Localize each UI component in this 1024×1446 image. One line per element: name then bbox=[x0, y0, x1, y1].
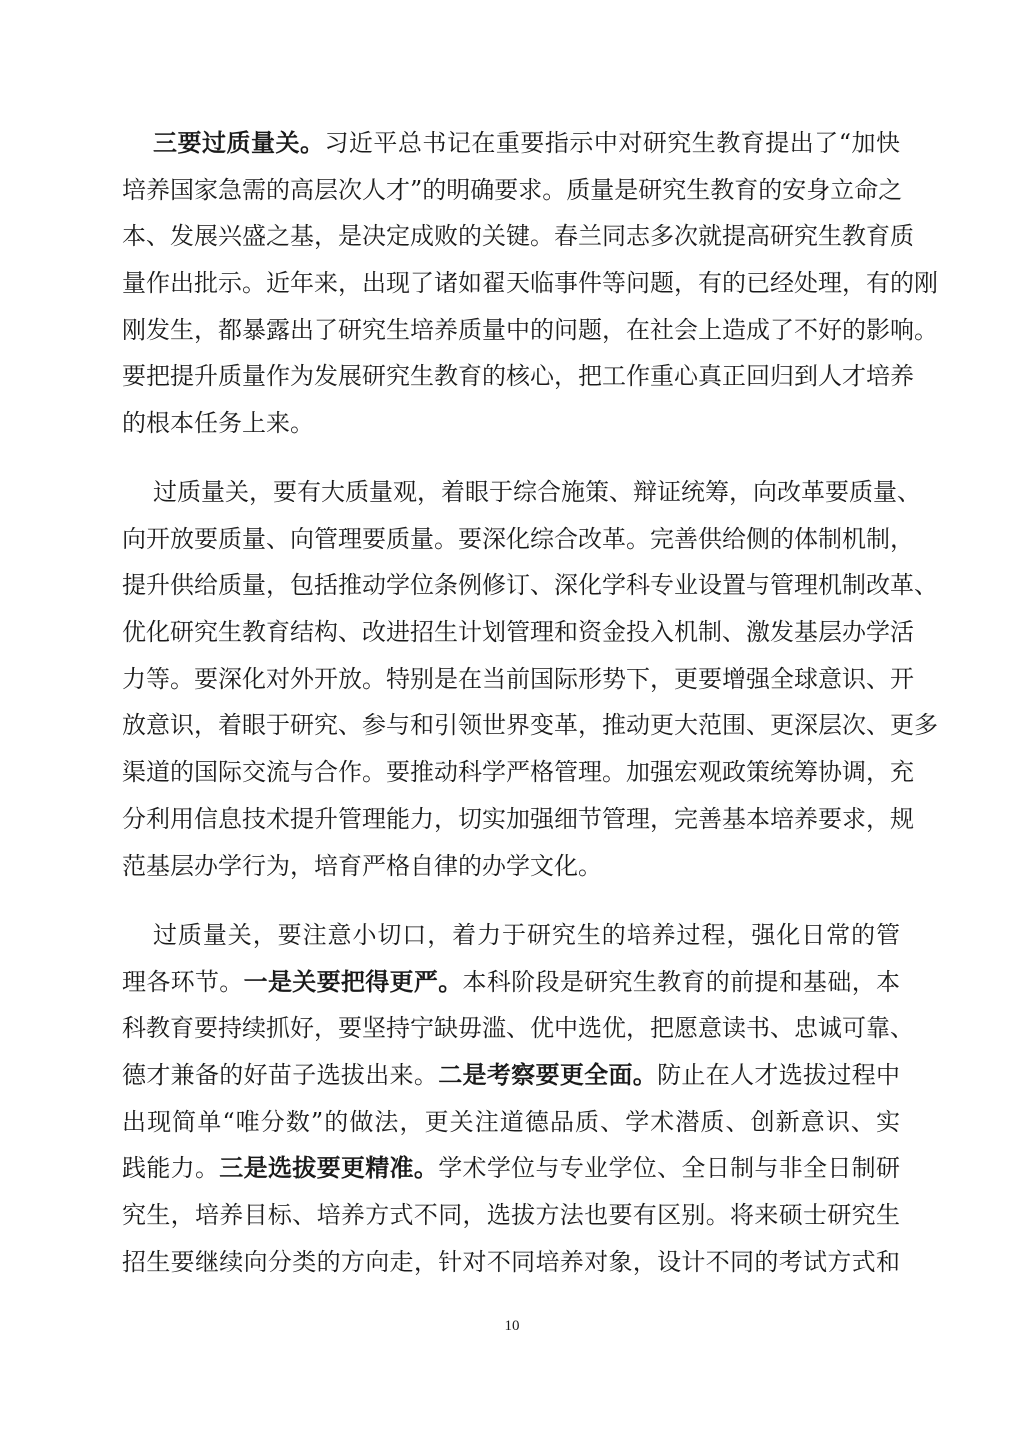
text-line bbox=[122, 609, 914, 656]
text-run: 出现简单“唯分数”的做法，更关注道德品质、学术潜质、创新意识、实 bbox=[122, 1107, 900, 1136]
text-line bbox=[122, 260, 938, 307]
text-run: 德才兼备的好苗子选拔出来。 bbox=[122, 1061, 439, 1090]
text-run: 要把提升质量作为发展研究生教育的核心，把工作重心真正回归到人才培养 bbox=[122, 362, 914, 391]
text-line bbox=[122, 307, 938, 354]
text-line bbox=[122, 400, 900, 447]
text-line bbox=[122, 1192, 900, 1239]
text-line bbox=[122, 796, 914, 843]
text-run: 渠道的国际交流与合作。要推动科学严格管理。加强宏观政策统筹协调，充 bbox=[122, 758, 914, 787]
text-line bbox=[122, 213, 914, 260]
text-run: 究生，培养目标、培养方式不同，选拔方法也要有区别。将来硕士研究生 bbox=[122, 1201, 900, 1230]
text-line bbox=[122, 353, 914, 400]
text-line bbox=[122, 120, 900, 167]
bold-heading-run: 三要过质量关。 bbox=[153, 128, 325, 157]
text-line bbox=[122, 749, 914, 796]
text-run: 刚发生，都暴露出了研究生培养质量中的问题，在社会上造成了不好的影响。 bbox=[122, 315, 938, 344]
text-line bbox=[122, 167, 903, 214]
text-line bbox=[122, 959, 900, 1006]
text-run: 量作出批示。近年来，出现了诸如翟天临事件等问题，有的已经处理，有的刚 bbox=[122, 269, 938, 298]
text-line bbox=[122, 843, 900, 890]
text-line bbox=[122, 656, 914, 703]
text-run: 力等。要深化对外开放。特别是在当前国际形势下，更要增强全球意识、开 bbox=[122, 664, 914, 693]
text-run: 范基层办学行为，培育严格自律的办学文化。 bbox=[122, 851, 602, 880]
text-run: 过质量关，要有大质量观，着眼于综合施策、辩证统筹，向改革要质量、 bbox=[153, 478, 921, 506]
text-line bbox=[122, 562, 938, 609]
text-run: 学术学位与专业学位、全日制与非全日制研 bbox=[438, 1154, 901, 1183]
text-run: 理各环节。 bbox=[122, 967, 244, 996]
text-run: 放意识，着眼于研究、参与和引领世界变革，推动更大范围、更深层次、更多 bbox=[122, 711, 938, 740]
text-line bbox=[122, 1052, 900, 1099]
text-run: 优化研究生教育结构、改进招生计划管理和资金投入机制、激发基层办学活 bbox=[122, 618, 914, 647]
text-run: 过质量关，要注意小切口，着力于研究生的培养过程，强化日常的管 bbox=[153, 921, 900, 949]
paragraph-quality bbox=[122, 120, 938, 447]
text-run: 防止在人才选拔过程中 bbox=[657, 1061, 901, 1090]
text-run: 向开放要质量、向管理要质量。要深化综合改革。完善供给侧的体制机制， bbox=[122, 524, 914, 553]
text-run: 分利用信息技术提升管理能力，切实加强细节管理，完善基本培养要求，规 bbox=[122, 804, 914, 833]
text-line bbox=[122, 469, 921, 516]
text-run: 的根本任务上来。 bbox=[122, 409, 314, 438]
text-run: 习近平总书记在重要指示中对研究生教育提出了“加快 bbox=[324, 129, 900, 157]
bold-heading-run: 二是考察要更全面。 bbox=[438, 1060, 658, 1090]
text-line bbox=[122, 1099, 900, 1146]
text-run: 招生要继续向分类的方向走，针对不同培养对象，设计不同的考试方式和 bbox=[122, 1247, 900, 1276]
bold-heading-run: 三是选拔要更精准。 bbox=[219, 1153, 439, 1183]
text-run: 本科阶段是研究生教育的前提和基础，本 bbox=[462, 967, 901, 996]
text-line bbox=[122, 1239, 900, 1286]
text-run: 践能力。 bbox=[122, 1154, 220, 1183]
text-run: 提升供给质量，包括推动学位条例修订、深化学科专业设置与管理机制改革、 bbox=[122, 571, 938, 600]
page-number: 10 bbox=[504, 1318, 520, 1334]
text-line bbox=[122, 1005, 914, 1052]
text-run: 本、发展兴盛之基，是决定成败的关键。春兰同志多次就提高研究生教育质 bbox=[122, 222, 914, 251]
paragraph-quality-outlook bbox=[122, 469, 938, 889]
text-run: 培养国家急需的高层次人才”的明确要求。质量是研究生教育的安身立命之 bbox=[122, 175, 903, 204]
text-line bbox=[122, 702, 938, 749]
text-line bbox=[122, 1145, 900, 1192]
bold-heading-run: 一是关要把得更严。 bbox=[243, 966, 463, 996]
text-run: 科教育要持续抓好，要坚持宁缺毋滥、优中选优，把愿意读书、忠诚可靠、 bbox=[122, 1014, 914, 1043]
text-line bbox=[122, 516, 914, 563]
text-line bbox=[122, 912, 900, 959]
paragraph-quality-process bbox=[122, 912, 914, 1286]
